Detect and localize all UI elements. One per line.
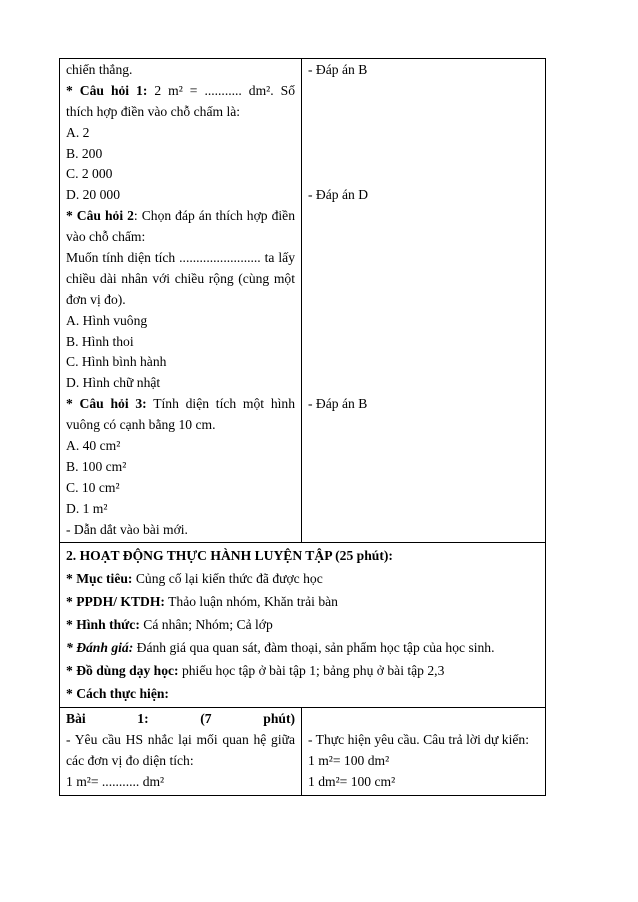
option: C. 2 000: [66, 166, 113, 182]
questions-row: [60, 59, 545, 542]
question-1: [66, 81, 295, 102]
text-line: - Dẫn dắt vào bài mới.: [66, 521, 188, 537]
question-1-text: 2 m² = ........... dm². Số: [147, 82, 295, 98]
ppdh: [66, 590, 539, 613]
danh-gia: [66, 636, 539, 659]
option: D. 1 m²: [66, 500, 108, 516]
muc-tieu-text: Củng cố lại kiến thức đã được học: [132, 571, 323, 587]
text-line: - Yêu cầu HS nhắc lại mối quan hệ giữa: [66, 732, 295, 748]
question-1-label: * Câu hỏi 1:: [66, 82, 148, 98]
text-line: Muốn tính diện tích ........................ ta lấy: [66, 250, 295, 266]
muc-tieu-label: * Mục tiêu:: [66, 571, 133, 587]
option: C. 10 cm²: [66, 479, 120, 495]
danh-gia-label: * Đánh giá:: [66, 640, 134, 656]
option: A. Hình vuông: [66, 312, 148, 328]
text-line: vuông có cạnh bằng 10 cm.: [66, 417, 216, 433]
text-line: thích hợp điền vào chỗ chấm là:: [66, 103, 241, 119]
exercise-1-left: [60, 708, 302, 795]
danh-gia-text: Đánh giá qua quan sát, đàm thoại, sản phẩm học tập của học sinh.: [133, 640, 495, 656]
do-dung-text: phiếu học tập ở bài tập 1; bảng phụ ở bài tập 2,3: [178, 663, 445, 679]
option: D. Hình chữ nhật: [66, 375, 161, 391]
option: A. 40 cm²: [66, 438, 121, 454]
text-line: chiều dài nhân với chiều rộng (cùng một: [66, 270, 295, 286]
lesson-table: [59, 58, 546, 796]
hinh-thuc: [66, 613, 539, 636]
do-dung: [66, 659, 539, 682]
text-line: 1 m²= ........... dm²: [66, 774, 165, 790]
text-line: vào chỗ chấm:: [66, 229, 146, 245]
ppdh-label: * PPDH/ KTDH:: [66, 594, 165, 610]
text-line: chiến thắng.: [66, 62, 133, 77]
ppdh-text: Thảo luận nhóm, Khăn trải bàn: [164, 594, 338, 610]
option: A. 2: [66, 124, 90, 140]
exercise-1-right: [302, 708, 545, 795]
answer-3: - Đáp án B: [308, 396, 368, 412]
text-line: đơn vị đo).: [66, 291, 126, 307]
question-2-label: * Câu hỏi 2: [66, 208, 134, 224]
answer-2: - Đáp án D: [308, 187, 369, 203]
option: C. Hình bình hành: [66, 354, 167, 370]
section-2-cell: [60, 543, 545, 707]
question-2: [66, 206, 295, 227]
exercise-1-title: Bài 1: (7 phút): [66, 711, 295, 727]
cach-thuc-hien: * Cách thực hiện:: [66, 686, 169, 702]
question-3-text: Tính diện tích một hình: [146, 396, 296, 412]
text-line: 1 m²= 100 dm²: [308, 753, 390, 769]
option: B. 100 cm²: [66, 458, 127, 474]
questions-cell: [60, 59, 302, 542]
option: D. 20 000: [66, 187, 120, 203]
text-line: 1 dm²= 100 cm²: [308, 774, 396, 790]
section-heading: 2. HOẠT ĐỘNG THỰC HÀNH LUYỆN TẬP (25 phút):: [66, 548, 393, 564]
answer-1: - Đáp án B: [308, 62, 368, 77]
question-2-text: : Chọn đáp án thích hợp điền: [133, 208, 295, 224]
option: B. 200: [66, 145, 103, 161]
answers-cell: [302, 59, 545, 542]
question-3: [66, 394, 295, 415]
do-dung-label: * Đồ dùng dạy học:: [66, 663, 179, 679]
text-line: - Thực hiện yêu cầu. Câu trả lời dự kiến:: [308, 732, 529, 748]
hinh-thuc-text: Cá nhân; Nhóm; Cả lớp: [139, 617, 273, 633]
option: B. Hình thoi: [66, 333, 134, 349]
text-line: các đơn vị đo diện tích:: [66, 753, 194, 769]
hinh-thuc-label: * Hình thức:: [66, 617, 140, 633]
muc-tieu: [66, 567, 539, 590]
section-2-row: [60, 542, 545, 707]
question-3-label: * Câu hỏi 3:: [66, 396, 147, 412]
exercise-1-row: [60, 707, 545, 795]
